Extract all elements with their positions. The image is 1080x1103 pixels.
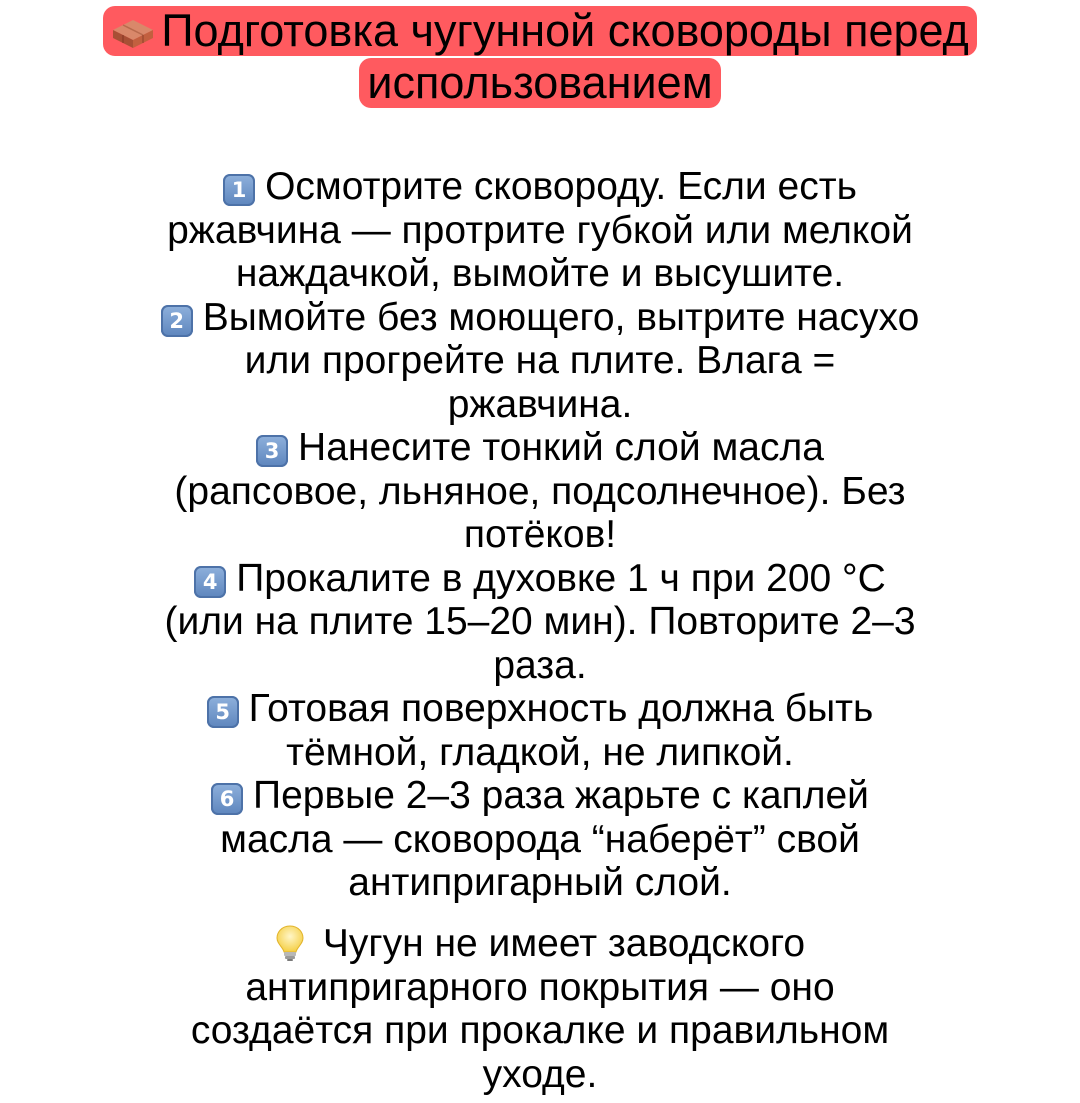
number-4-icon: 4 [194,566,226,598]
title-line-2 [359,58,720,108]
title-line-1 [103,6,977,56]
step-1-line-3: наждачкой, вымойте и высушите. [235,252,845,295]
step-4-line-1: Прокалите в духовке 1 ч при 200 °C [236,556,886,600]
title-text-line-1: Подготовка чугунной сковороды перед [161,5,969,56]
step-6-line-3: антипригарный слой. [348,861,732,904]
number-6-icon: 6 [211,783,243,815]
step-5 [40,687,1040,774]
tip-block [40,922,1040,1096]
step-3-line-2: (рапсовое, льняное, подсолнечное). Без [174,469,906,513]
step-2-line-2: или прогрейте на плите. Влага = [244,339,836,382]
step-2 [40,296,1040,427]
step-1-line-2: ржавчина — протрите губкой или мелкой [167,208,913,252]
title-block [0,6,1080,108]
step-5-line-2: тёмной, гладкой, не липкой. [286,730,794,774]
step-6 [40,774,1040,905]
tip-line-4: уходе. [482,1052,598,1096]
steps-list [40,165,1040,905]
step-1-line-1: Осмотрите сковороду. Если есть [265,165,857,208]
step-4-line-2: (или на плите 15–20 мин). Повторите 2–3 [164,600,916,643]
step-3-line-3: потёков! [463,513,617,556]
brick-icon [111,16,155,50]
step-1 [40,165,1040,296]
title-text-line-2: использованием [367,57,713,108]
step-4 [40,557,1040,688]
step-4-line-3: раза. [493,643,587,687]
step-3 [40,426,1040,557]
number-1-icon: 1 [223,174,255,206]
lightbulb-icon [275,924,305,962]
step-2-line-1: Вымойте без моющего, вытрите насухо [202,295,920,339]
tip-line-2: антипригарного покрытия — оно [245,965,835,1009]
step-3-line-1: Нанесите тонкий слой масла [298,426,824,469]
step-5-line-1: Готовая поверхность должна быть [248,687,874,730]
tip-line-3: создаётся при прокалке и правильном [190,1009,890,1052]
number-3-icon: 3 [256,435,288,467]
number-2-icon: 2 [161,305,193,337]
number-5-icon: 5 [207,696,239,728]
tip-line-1: Чугун не имеет заводского [322,922,806,965]
step-2-line-3: ржавчина. [447,382,633,426]
step-6-line-2: масла — сковорода “наберёт” свой [220,817,860,861]
step-6-line-1: Первые 2–3 раза жарьте с каплей [253,774,869,817]
